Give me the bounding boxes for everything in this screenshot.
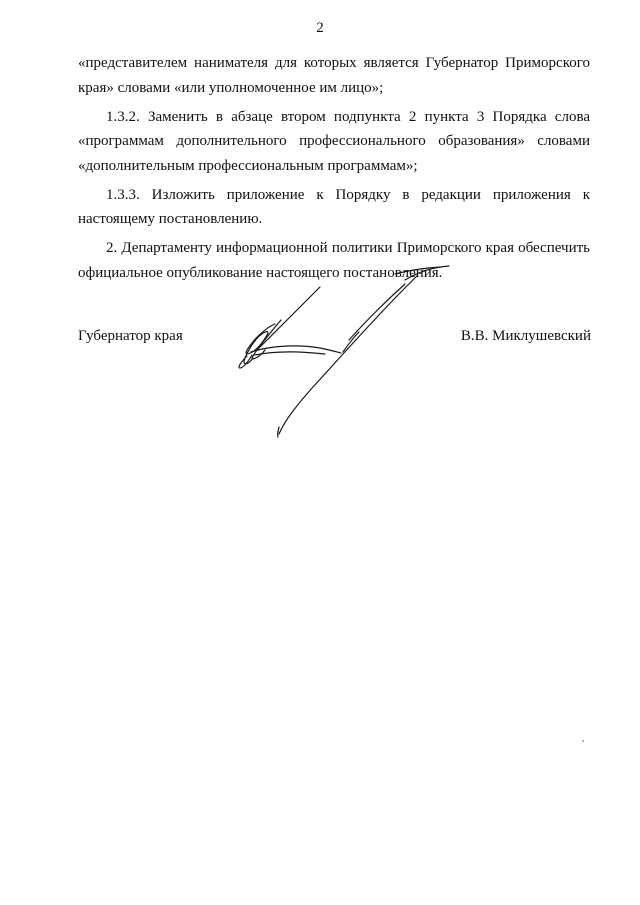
paragraph-2: 2. Департаменту информационной политики Приморского края обеспечить официальное опубликование настоящего постановления. — [78, 240, 590, 281]
paragraph-1-3-3: 1.3.3. Изложить приложение к Порядку в редакции приложения к настоящему постановлению. — [78, 186, 590, 227]
paragraph-1-3-2: 1.3.2. Заменить в абзаце втором подпункта 2 пункта 3 Порядка слова «программам дополнительного профессионального образования» словами «дополнительным профессиональным программам»; — [78, 108, 590, 174]
scan-speck — [582, 740, 584, 742]
page-number: 2 — [316, 20, 324, 36]
signatory-position: Губернатор края — [78, 328, 183, 344]
paragraph-continuation: «представителем нанимателя для которых является Губернатор Приморского края» словами «или уполномоченное им лицо»; — [78, 55, 590, 96]
document-body — [78, 51, 590, 290]
signatory-name: В.В. Миклушевский — [460, 328, 591, 344]
